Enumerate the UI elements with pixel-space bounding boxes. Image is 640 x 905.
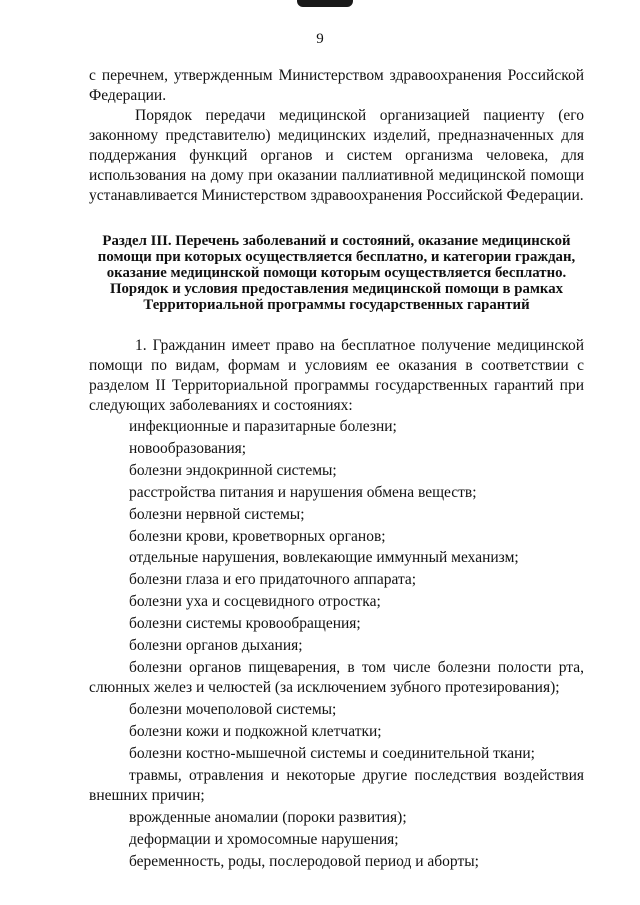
list-item: болезни нервной системы; <box>129 505 305 523</box>
list-item: отдельные нарушения, вовлекающие иммунный механизм; <box>129 549 519 567</box>
conditions-list <box>89 417 584 874</box>
list-item: болезни уха и сосцевидного отростка; <box>129 593 381 611</box>
paragraph-3: 1. Гражданин имеет право на бесплатное получение медицинской помощи по видам, формам и условиям ее оказания в соответствии с разделом II Территориальной программы государственных гарантий при следующих заболеваниях и состояниях: <box>89 337 584 414</box>
list-item: беременность, роды, послеродовой период и аборты; <box>129 853 479 871</box>
page-number: 9 <box>316 31 324 47</box>
list-item: болезни глаза и его придаточного аппарата; <box>129 571 417 589</box>
list-item: новообразования; <box>129 439 247 457</box>
scan-mark <box>297 0 353 7</box>
list-item: болезни эндокринной системы; <box>129 461 337 479</box>
list-item: деформации и хромосомные нарушения; <box>129 831 399 849</box>
list-item: болезни мочеполовой системы; <box>129 701 337 719</box>
list-item: травмы, отравления и некоторые другие последствия воздействия внешних причин; <box>89 767 584 805</box>
list-item: болезни кожи и подкожной клетчатки; <box>129 723 382 741</box>
paragraph-2: Порядок передачи медицинской организацией пациенту (его законному представителю) медицинских изделий, предназначенных для поддержания функций органов и систем организма человека, для использования на дому при оказании паллиативной медицинской помощи устанавливается Министерством здравоохранения Российской Федерации. <box>89 107 584 204</box>
list-item: инфекционные и паразитарные болезни; <box>129 418 397 435</box>
list-item: болезни костно-мышечной системы и соединительной ткани; <box>129 745 535 763</box>
list-item: болезни крови, кроветворных органов; <box>129 527 386 545</box>
paragraph-1: с перечнем, утвержденным Министерством здравоохранения Российской Федерации. <box>89 67 584 104</box>
section-heading: Раздел III. Перечень заболеваний и состояний, оказание медицинской помощи при которых осуществляется бесплатно, и категории граждан, оказание медицинской помощи которым осуществляется бесплатно. Порядок и условия предоставления медицинской помощи в рамках Территориальной программы государственных гарантий <box>97 233 576 313</box>
list-item: врожденные аномалии (пороки развития); <box>129 809 407 827</box>
list-item: расстройства питания и нарушения обмена веществ; <box>129 483 477 501</box>
list-item: болезни системы кровообращения; <box>129 615 361 633</box>
list-item: болезни органов дыхания; <box>129 637 303 655</box>
list-item: болезни органов пищеварения, в том числе болезни полости рта, слюнных желез и челюстей (за исключением зубного протезирования); <box>89 658 584 697</box>
